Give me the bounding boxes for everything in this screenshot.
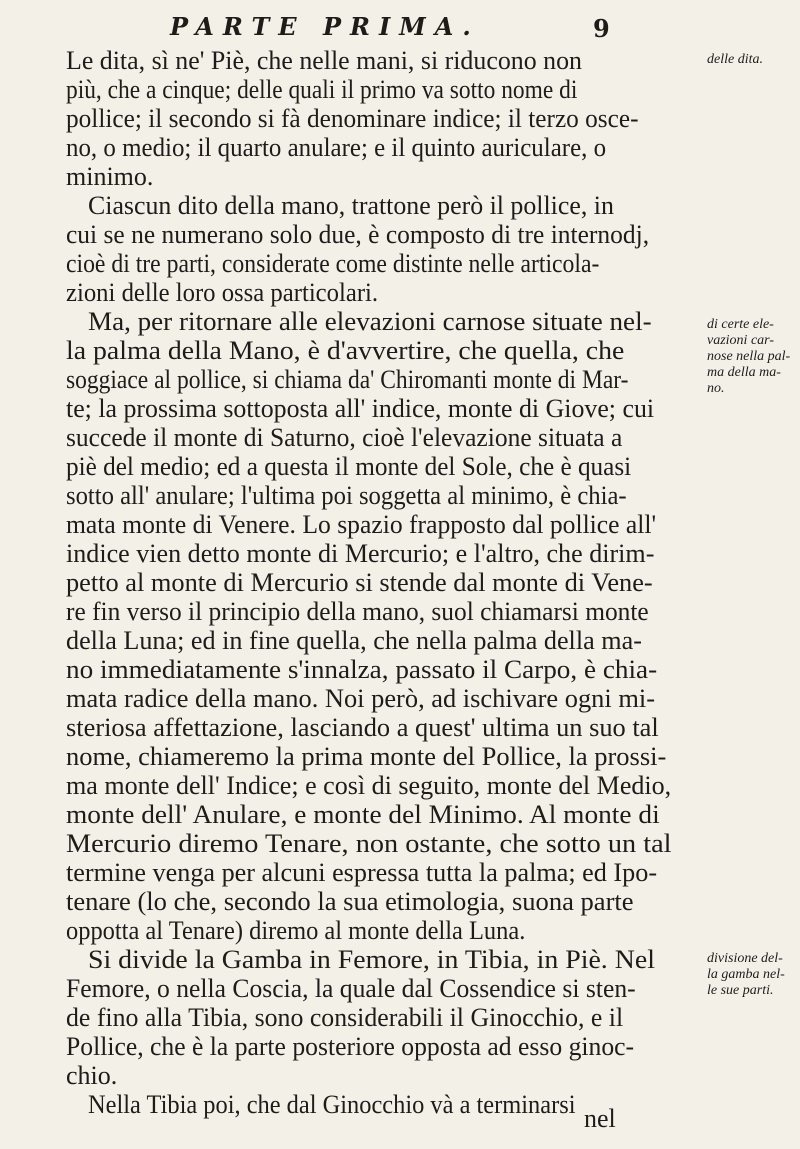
- margin-note-elevazioni-line-1: di certe ele-: [707, 317, 774, 332]
- text-line-16: sotto all' anulare; l'ultima poi soggetta al minimo, è chia-: [66, 481, 627, 510]
- text-line-9: zioni delle loro ossa particolari.: [66, 278, 379, 307]
- text-line-11: la palma della Mano, è d'avvertire, che quella, che: [66, 336, 625, 365]
- page-number: 9: [593, 14, 610, 43]
- text-line-15: piè del medio; ed a questa il monte del Sole, che è quasi: [66, 452, 632, 481]
- text-line-18: indice vien detto monte di Mercurio; e l'altro, che dirim-: [66, 539, 655, 568]
- text-line-37: Nella Tibia poi, che dal Ginocchio và a terminarsi: [88, 1090, 576, 1119]
- text-line-22: no immediatamente s'innalza, passato il Carpo, è chia-: [66, 655, 658, 684]
- text-line-35: Pollice, che è la parte posteriore opposta ad esso ginoc-: [66, 1032, 635, 1061]
- text-line-31: oppotta al Tenare) diremo al monte della Luna.: [66, 916, 526, 945]
- margin-note-dita-line-1: delle dita.: [707, 52, 763, 67]
- text-line-36: chio.: [66, 1061, 118, 1090]
- text-line-19: petto al monte di Mercurio si stende dal monte di Vene-: [66, 568, 653, 597]
- text-line-33: Femore, o nella Coscia, la quale dal Cossendice si sten-: [66, 974, 636, 1003]
- text-line-2: più, che a cinque; delle quali il primo va sotto nome di: [66, 75, 578, 104]
- text-line-34: de fino alla Tibia, sono considerabili il Ginocchio, e il: [66, 1003, 624, 1032]
- text-line-23: mata radice della mano. Noi però, ad ischivare ogni mi-: [66, 684, 656, 713]
- text-line-17: mata monte di Venere. Lo spazio frapposto dal pollice all': [66, 510, 657, 539]
- margin-note-elevazioni-line-3: nose nella pal-: [707, 349, 791, 364]
- text-line-13: te; la prossima sottoposta all' indice, monte di Giove; cui: [66, 394, 655, 423]
- text-line-27: monte dell' Anulare, e monte del Minimo. Al monte di: [66, 800, 660, 829]
- text-line-32: Si divide la Gamba in Femore, in Tibia, in Piè. Nel: [88, 945, 655, 974]
- text-line-1: Le dita, sì ne' Piè, che nelle mani, si riducono non: [66, 46, 582, 75]
- text-line-4: no, o medio; il quarto anulare; e il quinto auriculare, o: [66, 133, 607, 162]
- text-line-20: re fin verso il principio della mano, suol chiamarsi monte: [66, 597, 649, 626]
- text-line-24: steriosa affettazione, lasciando a quest' ultima un suo tal: [66, 713, 659, 742]
- text-line-29: termine venga per alcuni espressa tutta la palma; ed Ipo-: [66, 858, 658, 887]
- margin-note-elevazioni-line-2: vazioni car-: [707, 333, 774, 348]
- text-line-25: nome, chiameremo la prima monte del Pollice, la prossi-: [66, 742, 667, 771]
- margin-note-elevazioni-line-5: no.: [707, 381, 725, 396]
- text-line-5: minimo.: [66, 162, 154, 191]
- text-line-7: cui se ne numerano solo due, è composto di tre internodj,: [66, 220, 650, 249]
- running-head: PARTE PRIMA.: [170, 12, 480, 41]
- text-line-6: Ciascun dito della mano, trattone però il pollice, in: [88, 191, 614, 220]
- text-line-21: della Luna; ed in fine quella, che nella palma della ma-: [66, 626, 642, 655]
- catchword: nel: [584, 1104, 616, 1133]
- text-line-30: tenare (lo che, secondo la sua etimologia, suona parte: [66, 887, 634, 916]
- margin-note-gamba-line-1: divisione del-: [707, 951, 783, 966]
- margin-note-gamba-line-2: la gamba nel-: [707, 967, 785, 982]
- text-line-12: soggiace al pollice, si chiama da' Chiromanti monte di Mar-: [66, 365, 629, 394]
- text-line-26: ma monte dell' Indice; e così di seguito, monte del Medio,: [66, 771, 672, 800]
- text-line-28: Mercurio diremo Tenare, non ostante, che sotto un tal: [66, 829, 672, 858]
- margin-note-gamba-line-3: le sue parti.: [707, 983, 774, 998]
- text-line-8: cioè di tre parti, considerate come distinte nelle articola-: [66, 249, 600, 278]
- text-line-14: succede il monte di Saturno, cioè l'elevazione situata a: [66, 423, 623, 452]
- text-line-3: pollice; il secondo si fà denominare indice; il terzo osce-: [66, 104, 639, 133]
- text-line-10: Ma, per ritornare alle elevazioni carnose situate nel-: [88, 307, 652, 336]
- margin-note-elevazioni-line-4: ma della ma-: [707, 365, 781, 380]
